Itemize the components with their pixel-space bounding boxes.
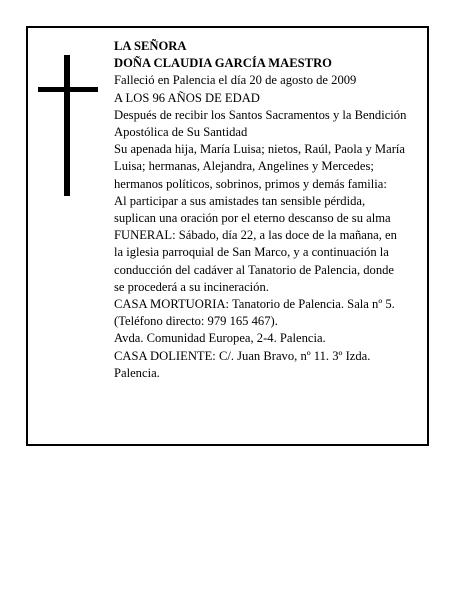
mortuary-address: Avda. Comunidad Europea, 2-4. Palencia. — [114, 331, 326, 346]
mortuary-information: CASA MORTUORIA: Tanatorio de Palencia. Sala nº 5. (Teléfono directo: 979 165 467). — [114, 297, 395, 329]
age-line: A LOS 96 AÑOS DE EDAD — [114, 90, 260, 105]
cross-vertical-bar — [64, 55, 70, 196]
obituary-text — [114, 38, 407, 382]
deceased-name: DOÑA CLAUDIA GARCÍA MAESTRO — [114, 56, 332, 71]
prayer-request: Al participar a sus amistades tan sensible pérdida, suplican una oración por el eterno descanso de su alma — [114, 193, 391, 226]
family-list: Su apenada hija, María Luisa; nietos, Raúl, Paola y María Luisa; hermanas, Alejandra, Angelines y Mercedes; hermanos políticos, sobrinos, primos y demás familia: — [114, 142, 405, 191]
funeral-details: FUNERAL: Sábado, día 22, a las doce de la mañana, en la iglesia parroquial de San Marco, y a continuación la conducción del cadáver al Tanatorio de Palencia, donde se procederá a su incineración. — [114, 228, 397, 294]
notice-title-line-1: LA SEÑORA — [114, 39, 187, 53]
family-residence: CASA DOLIENTE: C/. Juan Bravo, nº 11. 3º Izda. Palencia. — [114, 348, 371, 380]
cross-horizontal-bar — [38, 87, 98, 92]
sacraments-text: Después de recibir los Santos Sacramentos y la Bendición Apostólica de Su Santidad — [114, 107, 407, 140]
cross-icon — [38, 55, 98, 196]
death-information: Falleció en Palencia el día 20 de agosto de 2009 — [114, 73, 357, 88]
